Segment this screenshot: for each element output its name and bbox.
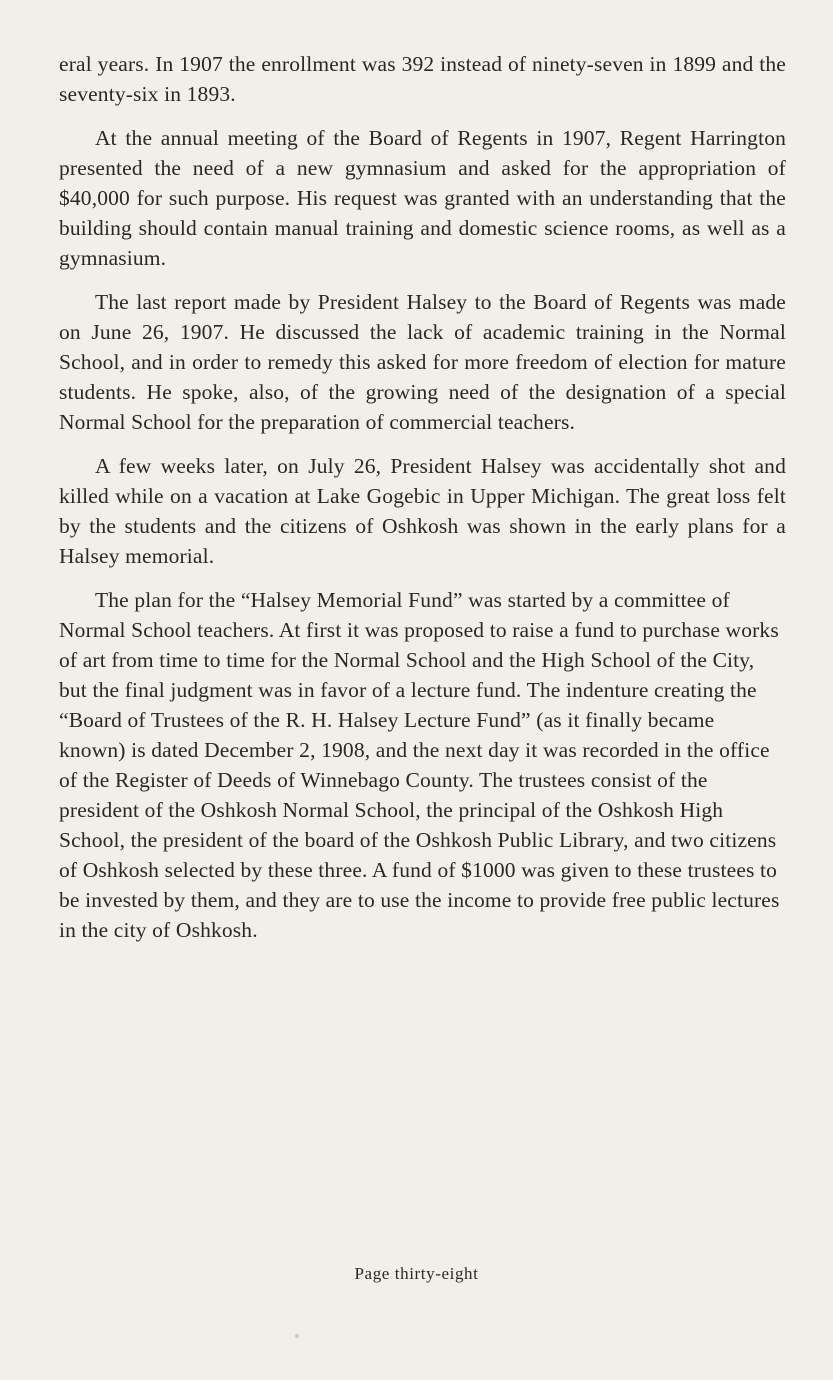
paragraph-memorial-fund: The plan for the “Halsey Memorial Fund” was started by a committee of Normal School teachers. At first it was proposed to raise a fund to purchase works of art from time to time for the Normal School and the High School of the City, but the final judgment was in favor of a lecture fund. The indenture creating the “Board of Trustees of the R. H. Halsey Lecture Fund” (as it finally became known) is dated December 2, 1908, and the next day it was recorded in the office of the Register of Deeds of Winnebago County. The trustees consist of the president of the Oshkosh Normal School, the principal of the Oshkosh High School, the president of the board of the Oshkosh Public Library, and two citizens of Oshkosh selected by these three. A fund of $1000 was given to these trustees to be invested by them, and they are to use the income to provide free public lectures in the city of Oshkosh. (59, 588, 780, 942)
paragraph-continuation: eral years. In 1907 the enrollment was 392 instead of ninety-seven in 1899 and the seventy-six in 1893. (59, 52, 786, 106)
page-number: Page thirty-eight (354, 1264, 479, 1283)
paragraph-last-report: The last report made by President Halsey to the Board of Regents was made on June 26, 1907. He discussed the lack of academic training in the Normal School, and in order to remedy this asked for more freedom of election for mature students. He spoke, also, of the growing need of the designation of a special Normal School for the preparation of commercial teachers. (59, 290, 786, 434)
paragraph-gymnasium: At the annual meeting of the Board of Regents in 1907, Regent Harrington presented the need of a new gymnasium and asked for the appropriation of $40,000 for such purpose. His request was granted with an understanding that the building should contain manual training and domestic science rooms, as well as a gymnasium. (59, 126, 786, 270)
paper-speck (295, 1334, 299, 1338)
body-text (59, 49, 786, 959)
paragraph-halsey-death: A few weeks later, on July 26, President Halsey was accidentally shot and killed while on a vacation at Lake Gogebic in Upper Michigan. The great loss felt by the students and the citizens of Oshkosh was shown in the early plans for a Halsey memorial. (59, 454, 786, 568)
